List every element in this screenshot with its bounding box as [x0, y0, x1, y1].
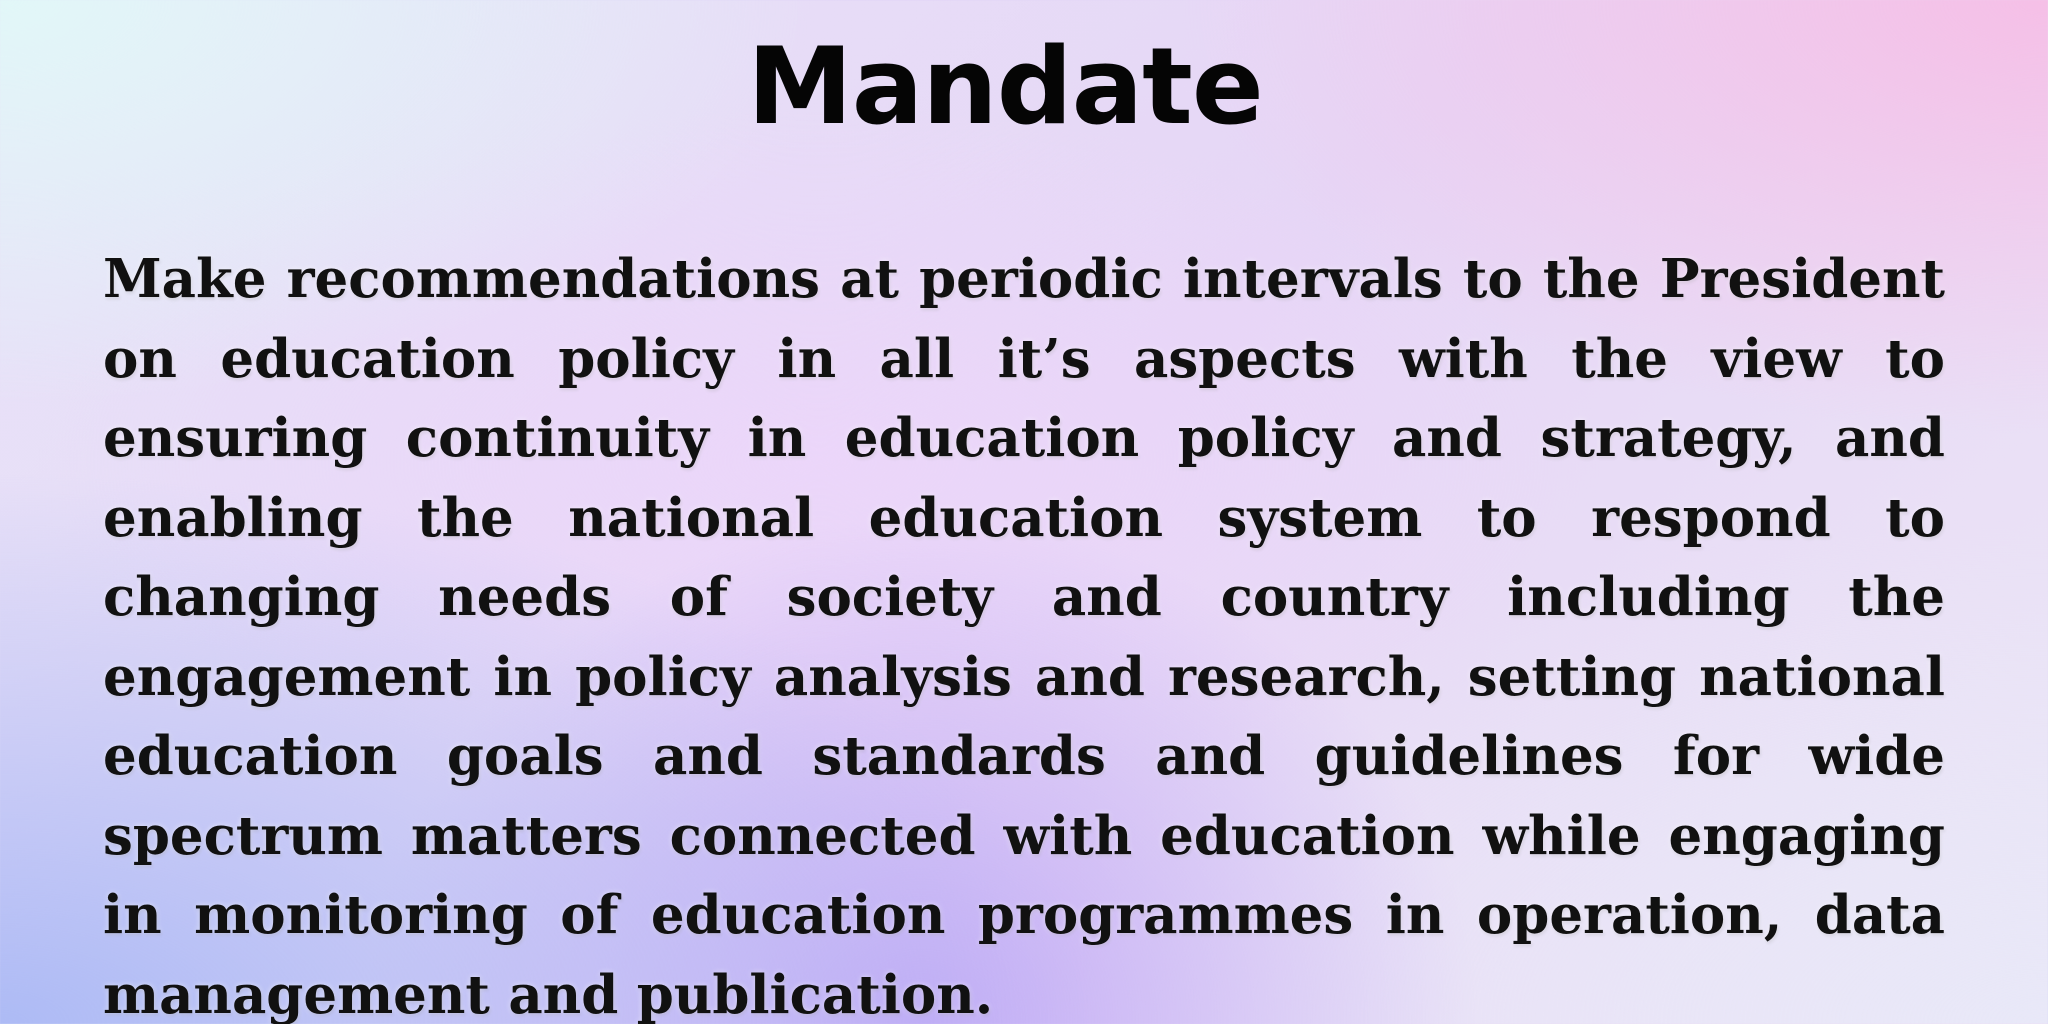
slide-title: Mandate — [747, 25, 1263, 148]
mandate-paragraph: Make recommendations at periodic intervals to the President on education policy in all it’s aspects with the view to ensuring continuity in education policy and strategy, and enabling the national education system to respond to changing needs of society and country including the engagement in policy analysis and research, setting national education goals and standards and guidelines for wide spectrum matters connected with education while engaging in monitoring of education programmes in operation, data management and publication. — [103, 248, 1945, 1024]
